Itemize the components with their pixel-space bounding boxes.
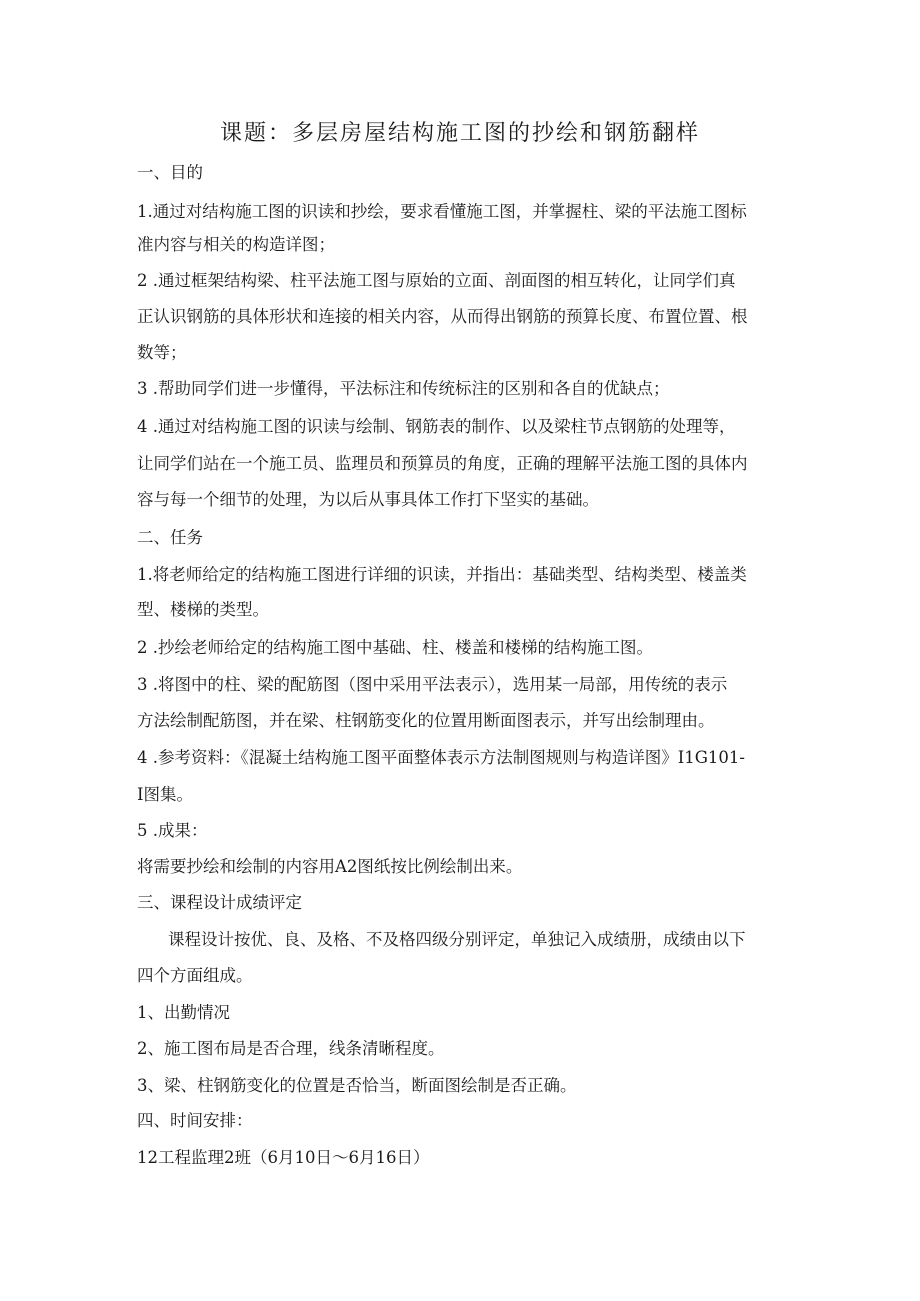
paragraph-line: 将需要抄绘和绘制的内容用A2图纸按比例绘制出来。 <box>137 857 523 876</box>
paragraph-line: 3 .帮助同学们进一步懂得，平法标注和传统标注的区别和各自的优缺点； <box>137 379 670 398</box>
paragraph-line: 1.将老师给定的结构施工图进行详细的识读，并指出：基础类型、结构类型、楼盖类 <box>137 565 747 584</box>
paragraph-line: 1.通过对结构施工图的识读和抄绘，要求看懂施工图，并掌握柱、梁的平法施工图标 <box>137 202 747 221</box>
paragraph-line: 课程设计按优、良、及格、不及格四级分别评定，单独记入成绩册，成绩由以下 <box>168 930 746 949</box>
paragraph-line: 12工程监理2班（6月10日～6月16日） <box>137 1148 430 1167</box>
paragraph-line: 3 .将图中的柱、梁的配筋图（图中采用平法表示），选用某一局部，用传统的表示 <box>137 675 728 694</box>
paragraph-line: 方法绘制配筋图，并在梁、柱钢筋变化的位置用断面图表示，并写出绘制理由。 <box>137 711 715 730</box>
paragraph-line: 让同学们站在一个施工员、监理员和预算员的角度，正确的理解平法施工图的具体内 <box>137 454 748 473</box>
paragraph-line: 2 .通过框架结构梁、柱平法施工图与原始的立面、剖面图的相互转化，让同学们真 <box>137 271 736 290</box>
paragraph-line: 型、楼梯的类型。 <box>137 600 269 619</box>
paragraph-line: I图集。 <box>137 785 194 804</box>
paragraph-line: 四个方面组成。 <box>137 966 253 985</box>
paragraph-line: 2、施工图布局是否合理，线条清晰程度。 <box>137 1039 445 1058</box>
section-heading-schedule: 四、时间安排： <box>137 1111 253 1130</box>
paragraph-line: 5 .成果： <box>137 821 208 840</box>
paragraph-line: 数等； <box>137 343 187 362</box>
paragraph-line: 准内容与相关的构造详图； <box>137 235 335 254</box>
paragraph-line: 4 .通过对结构施工图的识读与绘制、钢筋表的制作、以及梁柱节点钢筋的处理等， <box>137 417 736 436</box>
section-heading-tasks: 二、任务 <box>137 528 203 547</box>
paragraph-line: 4 .参考资料：《混凝土结构施工图平面整体表示方法制图规则与构造详图》I1G101- <box>137 748 746 767</box>
paragraph-line: 2 .抄绘老师给定的结构施工图中基础、柱、楼盖和楼梯的结构施工图。 <box>137 638 653 657</box>
paragraph-line: 正认识钢筋的具体形状和连接的相关内容，从而得出钢筋的预算长度、布置位置、根 <box>137 307 748 326</box>
document-title: 课题：多层房屋结构施工图的抄绘和钢筋翻样 <box>219 121 700 146</box>
paragraph-line: 3、梁、柱钢筋变化的位置是否恰当，断面图绘制是否正确。 <box>137 1076 577 1095</box>
section-heading-purpose: 一、目的 <box>137 163 203 182</box>
paragraph-line: 容与每一个细节的处理，为以后从事具体工作打下坚实的基础。 <box>137 490 599 509</box>
paragraph-line: 1、出勤情况 <box>137 1003 230 1022</box>
section-heading-grading: 三、课程设计成绩评定 <box>137 893 302 912</box>
